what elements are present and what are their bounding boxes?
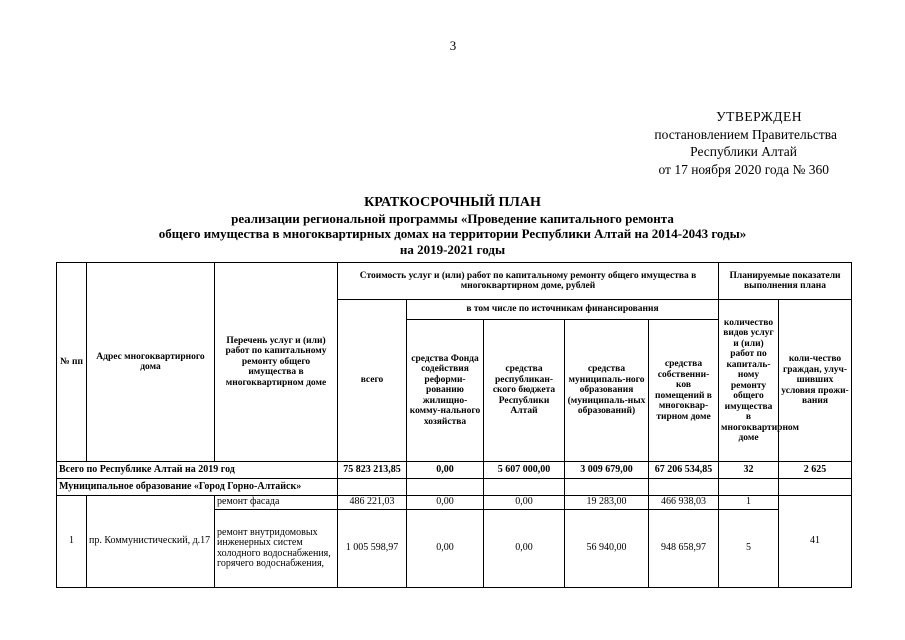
total-cell: 75 823 213,85 [338,462,407,479]
approval-block [607,108,837,178]
work-owners: 948 658,97 [649,510,719,588]
municipality-row [57,479,852,496]
entry-address: пр. Коммунистический, д.17 [87,496,215,588]
work-municipal: 19 283,00 [565,496,649,510]
approval-line: Республики Алтай [690,144,797,159]
header-services: Перечень услуг и (или) работ по капитальному ремонту общего имущества в многоквартирном доме [215,263,338,462]
total-label: Всего по Республике Алтай на 2019 год [57,462,338,479]
municipality-label: Муниципальное образование «Город Горно-Алтайск» [57,479,338,496]
work-municipal: 56 940,00 [565,510,649,588]
document-title [0,195,905,257]
approval-date: от 17 ноября 2020 года № 360 [658,161,829,177]
work-count: 1 [719,496,779,510]
page-number: 3 [449,38,457,53]
work-name: ремонт внутридомовых инженерных систем холодного водоснабжения, горячего водоснабжения, [215,510,338,588]
approval-line: постановлением Правительства [654,126,837,142]
title-line: КРАТКОСРОЧНЫЙ ПЛАН [364,195,541,210]
work-total: 1 005 598,97 [338,510,407,588]
work-total: 486 221,03 [338,496,407,510]
header-sources-group: в том числе по источникам финансирования [407,300,719,320]
entry-citizens-count: 41 [779,496,852,588]
header-fund: средства Фонда содействия реформи-рованию жилищно-комму-нального хозяйства [407,320,484,462]
total-cell: 2 625 [779,462,852,479]
header-address: Адрес многоквартирного дома [87,263,215,462]
title-line: на 2019-2021 годы [399,241,506,257]
work-republic-budget: 0,00 [484,496,565,510]
total-cell: 5 607 000,00 [484,462,565,479]
approval-title: УТВЕРЖДЕН [716,109,802,124]
plan-table [56,262,852,588]
work-count: 5 [719,510,779,588]
work-name: ремонт фасада [215,496,338,510]
header-planned-group: Планируемые показатели выполнения плана [719,263,852,300]
work-republic-budget: 0,00 [484,510,565,588]
header-municipal: средства муниципаль-ного образования (муниципаль-ных образований) [565,320,649,462]
header-citizens-count: коли-чество граждан, улуч-шивших условия прожи-вания [779,300,852,462]
header-owners: средства собственни-ков помещений в многоквар-тирном доме [649,320,719,462]
table-row [57,496,852,510]
header-cost-group: Стоимость услуг и (или) работ по капитальному ремонту общего имущества в многоквартирном доме, рублей [338,263,719,300]
total-row [57,462,852,479]
work-fund: 0,00 [407,510,484,588]
work-owners: 466 938,03 [649,496,719,510]
total-cell: 32 [719,462,779,479]
total-cell: 3 009 679,00 [565,462,649,479]
header-total: всего [338,300,407,462]
title-line: реализации региональной программы «Проведение капитального ремонта [231,210,674,226]
entry-num: 1 [57,496,87,588]
header-works-count: количество видов услуг и (или) работ по капиталь-ному ремонту общего имущества в многоквартирном доме [719,300,779,462]
total-cell: 0,00 [407,462,484,479]
total-cell: 67 206 534,85 [649,462,719,479]
header-num: № пп [57,263,87,462]
work-fund: 0,00 [407,496,484,510]
title-line: общего имущества в многоквартирных домах на территории Республики Алтай на 2014-2043 годы» [158,226,747,241]
header-republic-budget: средства республикан-ского бюджета Республики Алтай [484,320,565,462]
